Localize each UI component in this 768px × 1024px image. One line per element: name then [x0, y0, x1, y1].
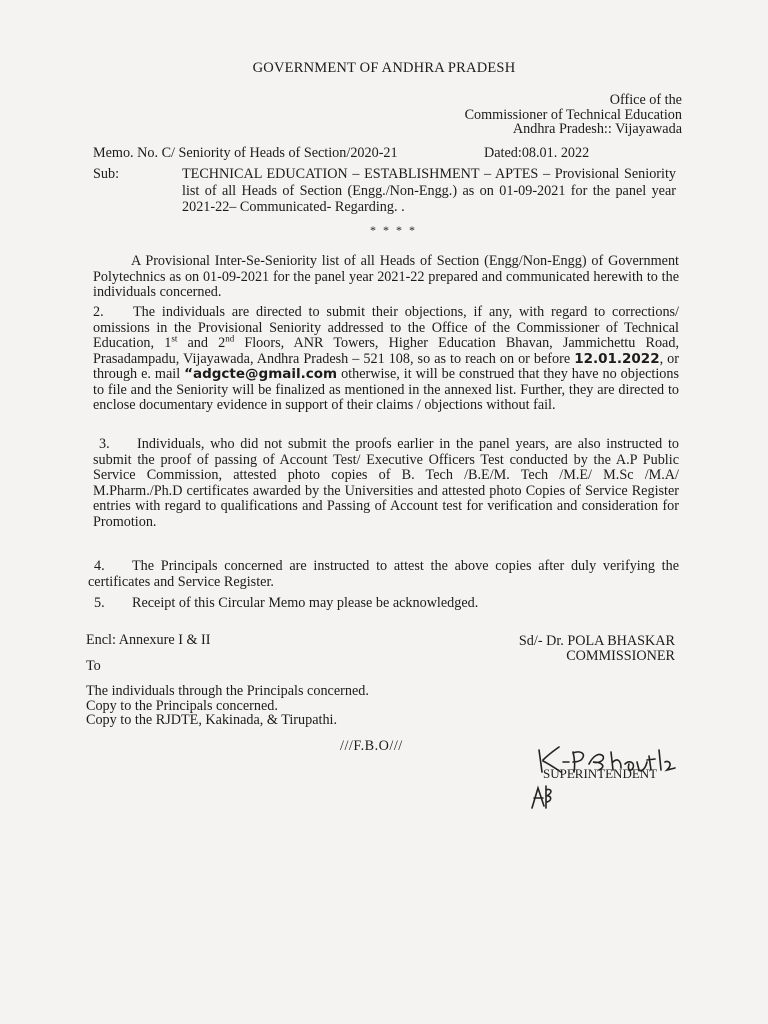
contact-email: “adgcte@gmail.com: [184, 366, 338, 382]
paragraph-1-text: A Provisional Inter-Se-Seniority list of all Heads of Section (Engg/Non-Engg) of Government Polytechnics as on 01-09-2021 for the panel year 2021-22 prepared and communicated herewith to the individuals concerned.: [93, 253, 679, 300]
addressee-list: [86, 684, 369, 728]
signatory-designation: COMMISSIONER: [566, 648, 675, 664]
memo-number: Memo. No. C/ Seniority of Heads of Section/2020-21: [93, 145, 398, 161]
memo-date: Dated:08.01. 2022: [484, 145, 590, 161]
paragraph-2: [93, 305, 679, 414]
paragraph-2-text-b: and 2: [177, 335, 226, 351]
paragraph-2-sup-1: st: [171, 333, 178, 344]
signatory-name: Sd/- Dr. POLA BHASKAR: [518, 633, 675, 649]
paragraph-2-number: 2.: [93, 304, 104, 320]
paragraph-4: [88, 559, 679, 590]
paragraph-2-text-a: The individuals are directed to submit their objections, if any, with regard to corrections/ omissions in the Provisional Seniority addressed to the Office of the Commissioner of Technical Education, 1: [93, 304, 679, 351]
paragraph-2-text-e: otherwise, it will be construed that they have no objections to file and the Seniority will be finalized as mentioned in the annexed list. Further, they are directed to enclose documentary evidence in support of their claims / objections without fail.: [93, 366, 679, 413]
addressee-3: Copy to the RJDTE, Kakinada, & Tirupathi.: [86, 712, 338, 728]
enclosures: Encl: Annexure I & II: [86, 632, 211, 648]
superintendent-label: SUPERINTENDENT: [543, 766, 658, 781]
office-line-3: Andhra Pradesh:: Vijayawada: [512, 121, 682, 137]
office-line-2: Commissioner of Technical Education: [464, 106, 682, 123]
government-title: GOVERNMENT OF ANDHRA PRADESH: [252, 60, 516, 76]
paragraph-5-number: 5.: [94, 595, 105, 611]
paragraph-3: [93, 437, 679, 530]
paragraph-3-number: 3.: [99, 436, 110, 452]
paragraph-3-text: Individuals, who did not submit the proofs earlier in the panel years, are also instructed to submit the proof of passing of Account Test/ Executive Officers Test conducted by the A.P Public Service Commission, attested photo copies of B. Tech /B.E/M. Tech /M.E/ M.Sc /M.A/ M.Pharm./Ph.D certificates awarded by the Universities and attested photo Copies of Service Register entries with regard to qualifications and Passing of Account test for verification and consideration for Promotion.: [93, 436, 679, 530]
office-line-1: Office of the: [609, 92, 682, 108]
office-address: [430, 93, 682, 137]
paragraph-5-text: Receipt of this Circular Memo may please be acknowledged.: [132, 595, 479, 611]
paragraph-5: [88, 596, 679, 612]
addressee-1: The individuals through the Principals concerned.: [86, 683, 369, 699]
paragraph-2-sup-2: nd: [225, 333, 235, 344]
subject-label: Sub:: [93, 166, 120, 182]
paragraph-4-number: 4.: [94, 558, 105, 574]
deadline-date: 12.01.2022: [574, 350, 660, 367]
subject-separator: * * * *: [370, 223, 417, 237]
fbo-mark: ///F.B.O///: [340, 738, 403, 754]
initials-signature: [527, 782, 557, 812]
paragraph-1: [93, 254, 679, 301]
paragraph-4-text: The Principals concerned are instructed to attest the above copies after duly verifying the certificates and Service Register.: [88, 558, 679, 590]
paragraph-2-text-c: Floors, ANR Towers, Higher Education Bhavan, Jammichettu Road, Prasadampadu, Vijayawada, Andhra Pradesh – 521 108, so as to reach on or before: [93, 335, 679, 367]
subject-text: TECHNICAL EDUCATION – ESTABLISHMENT – APTES – Provisional Seniority list of all Heads of Section (Engg./Non-Engg.) as on 01-09-2021 for the panel year 2021-22– Communicated- Regarding. .: [182, 166, 676, 215]
signatory-block: [430, 634, 675, 664]
addressee-2: Copy to the Principals concerned.: [86, 697, 278, 714]
to-label: To: [86, 658, 101, 674]
paragraph-2-text-d: , or through e. mail: [93, 350, 679, 382]
